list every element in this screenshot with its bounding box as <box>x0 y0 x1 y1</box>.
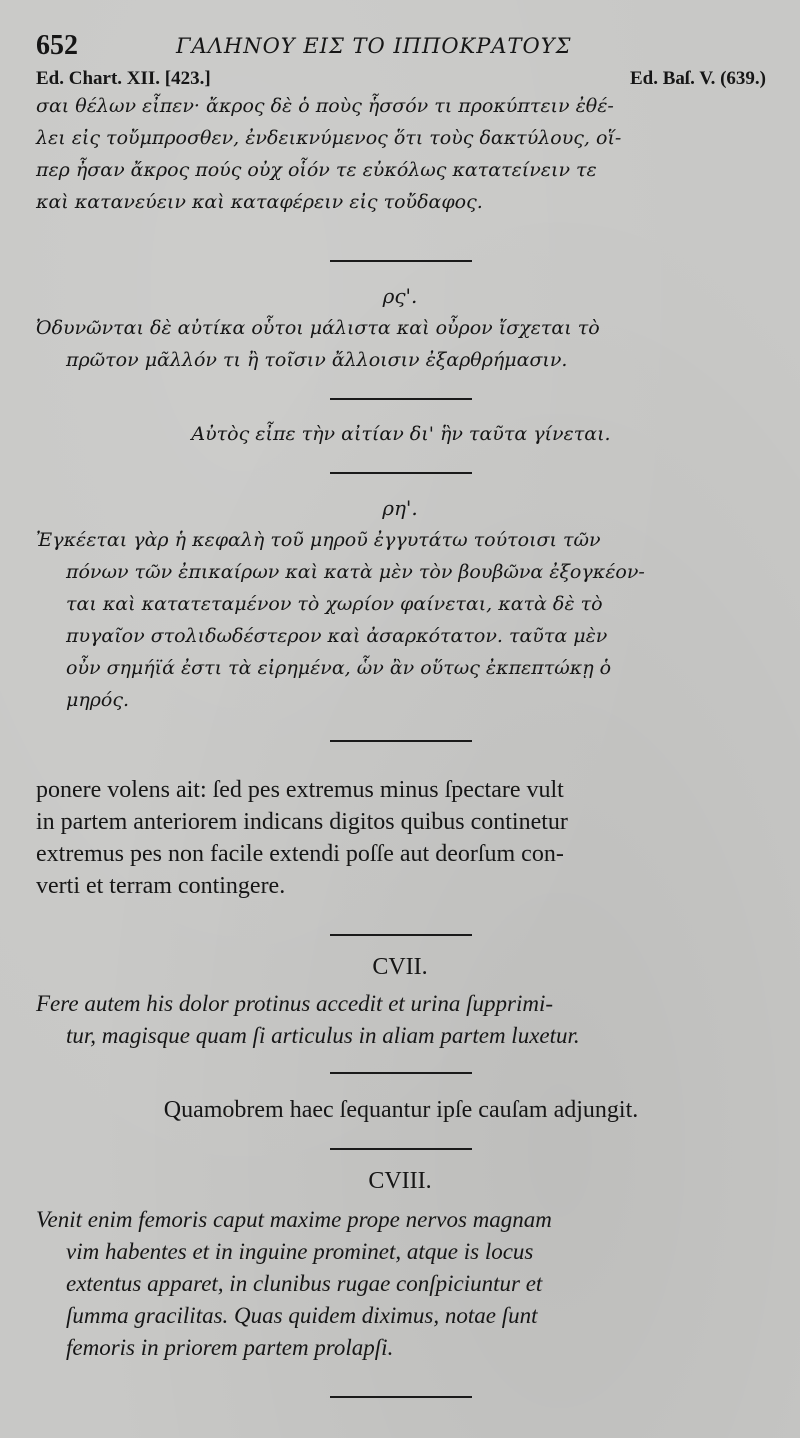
greek-section-106 <box>36 312 766 376</box>
latin-section-108-line: femoris in priorem partem prolapſi. <box>66 1335 394 1360</box>
latin-section-108 <box>36 1204 766 1364</box>
latin-section-107-line: Fere autem his dolor protinus accedit et urina ſupprimi- <box>36 991 554 1016</box>
divider-rule <box>330 398 472 400</box>
edition-right: Ed. Baſ. V. (639.) <box>629 68 766 89</box>
latin-commentary-107 <box>36 1094 766 1126</box>
latin-section-107 <box>36 988 766 1052</box>
greek-intro-line: καὶ κατανεύειν καὶ καταφέρειν εἰς τοὔδαφος. <box>36 191 483 213</box>
section-number-greek-106: ρς'. <box>382 284 418 308</box>
greek-section-106-line: Ὀδυνῶνται δὲ αὐτίκα οὗτοι μάλιστα καὶ οὖρον ἴσχεται τὸ <box>36 317 600 339</box>
latin-section-108-line: Venit enim femoris caput maxime prope nervos magnam <box>36 1207 552 1232</box>
greek-section-108-line: Ἐγκέεται γὰρ ἡ κεφαλὴ τοῦ μηροῦ ἐγγυτάτω τούτοισι τῶν <box>36 529 601 551</box>
greek-commentary-106-text: Αὐτὸς εἶπε τὴν αἰτίαν δι' ἣν ταῦτα γίνεται. <box>191 423 611 445</box>
divider-rule <box>330 260 472 262</box>
divider-rule <box>330 740 472 742</box>
latin-commentary-107-text: Quamobrem haec ſequantur ipſe cauſam adjungit. <box>163 1097 639 1123</box>
latin-section-108-line: extentus apparet, in clunibus rugae conſpiciuntur et <box>66 1271 543 1296</box>
section-number-latin-107: CVII. <box>372 954 428 980</box>
divider-rule <box>330 472 472 474</box>
latin-intro-line: extremus pes non facile extendi poſſe aut deorſum con- <box>36 841 564 867</box>
section-number-latin-108: CVIII. <box>368 1168 432 1194</box>
greek-section-108-line: πυγαῖον στολιδωδέστερον καὶ ἀσαρκότατον. ταῦτα μὲν <box>66 625 608 647</box>
divider-rule <box>330 1396 472 1398</box>
edition-left: Ed. Chart. XII. [423.] <box>36 68 211 89</box>
latin-intro-line: ponere volens ait: ſed pes extremus minus ſpectare vult <box>36 777 564 803</box>
divider-rule <box>330 934 472 936</box>
divider-rule <box>330 1072 472 1074</box>
page-header <box>36 30 766 66</box>
running-title: ΓΑΛΗΝΟΥ ΕΙΣ ΤΟ ΙΠΠΟΚΡΑΤΟΥΣ <box>176 34 572 58</box>
latin-intro-line: in partem anteriorem indicans digitos quibus continetur <box>36 809 568 835</box>
greek-section-108-line: πόνων τῶν ἐπικαίρων καὶ κατὰ μὲν τὸν βουβῶνα ἐξογκέον- <box>66 561 645 583</box>
greek-section-108-line: ται καὶ κατατεταμένον τὸ χωρίον φαίνεται, κατὰ δὲ τὸ <box>66 593 603 615</box>
section-number-greek-108: ρη'. <box>382 496 418 520</box>
greek-section-108 <box>36 524 766 716</box>
latin-section-108-line: vim habentes et in inguine prominet, atque is locus <box>66 1239 534 1264</box>
page-number: 652 <box>36 30 78 61</box>
greek-intro <box>36 90 766 218</box>
greek-intro-line: περ ἦσαν ἄκρος πούς οὐχ οἷόν τε εὐκόλως κατατείνειν τε <box>36 159 597 181</box>
greek-section-108-line: μηρός. <box>66 689 130 711</box>
greek-commentary-106 <box>36 418 766 450</box>
greek-intro-line: λει εἰς τοὔμπροσθεν, ἐνδεικνύμενος ὅτι τοὺς δακτύλους, οἵ- <box>36 127 622 149</box>
latin-intro-line: verti et terram contingere. <box>36 873 286 899</box>
greek-section-108-line: οὖν σημήϊά ἐστι τὰ εἰρημένα, ὧν ἂν οὕτως ἐκπεπτώκῃ ὁ <box>66 657 612 679</box>
latin-intro <box>36 774 766 902</box>
greek-intro-line: σαι θέλων εἶπεν· ἄκρος δὲ ὁ ποὺς ἧσσόν τι προκύπτειν ἐθέ- <box>36 95 614 117</box>
divider-rule <box>330 1148 472 1150</box>
latin-section-108-line: ſumma gracilitas. Quas quidem diximus, notae ſunt <box>66 1303 538 1328</box>
greek-section-106-line: πρῶτον μᾶλλόν τι ἢ τοῖσιν ἄλλοισιν ἐξαρθρήμασιν. <box>66 349 568 371</box>
latin-section-107-line: tur, magisque quam ſi articulus in aliam partem luxetur. <box>66 1023 580 1048</box>
